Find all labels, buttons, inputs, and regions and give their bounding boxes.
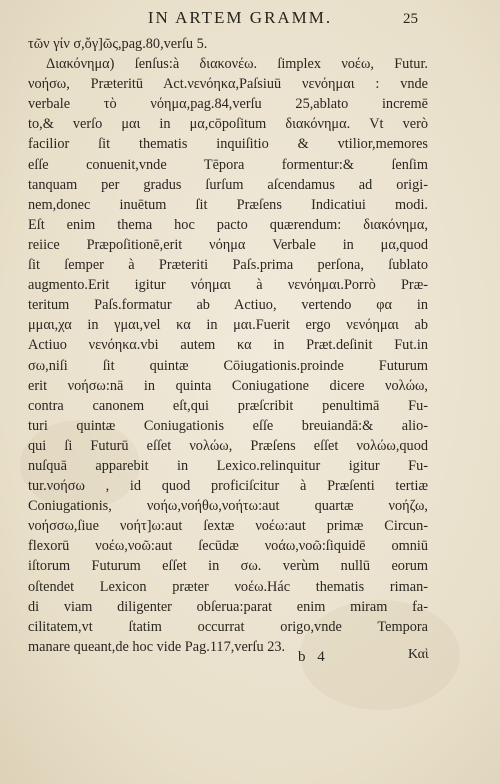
text-line: Actiuo νενόηκα.vbi autem κα in Præt.deſinit Fut.in	[28, 337, 428, 354]
text-line: Eſt enim thema hoc pacto quærendum: διακόνημα,	[28, 216, 428, 233]
text-line: facilior ſit thematis inquiſitio & vtilior,memores	[28, 136, 428, 153]
text-line: Coniugationis, νοήω,νοήθω,νοήτω:aut quartæ νοήζω,	[28, 498, 428, 515]
text-line: Διακόνημα) ſenſus:à διακονέω. ſimplex νοέω, Futur.	[46, 56, 428, 73]
text-line: teritum Paſs.formatur ab Actiuo, vertendo φα in	[28, 297, 428, 314]
text-line: manare queant,de hoc vide Pag.117,verſu 23.	[28, 638, 286, 655]
text-line: νοήσσω,ſiue νοήτ]ω:aut ſextæ νοέω:aut primæ Circun-	[28, 518, 428, 535]
text-line: ſit ſemper à Præteriti Paſs.prima perſona, ſublato	[28, 257, 428, 274]
text-line: contra canonem eſt,qui præſcribit penultimā Fu-	[28, 397, 428, 414]
text-line: nem,donec inuētum ſit Præſens Indicatiui modi.	[28, 196, 428, 213]
text-line: di viam diligenter obſerua:parat enim miram fa-	[28, 598, 428, 615]
text-line: νοήσω, Præteritū Act.νενόηκα,Paſsiuū νενόημαι : vnde	[28, 76, 428, 93]
text-line: nuſquā apparebit in Lexico.relinquitur igitur Fu-	[28, 457, 428, 474]
text-line: σω,niſi ſit quintæ Cōiugationis.proinde Futurum	[28, 357, 428, 374]
text-line: flexorū νοέω,νοῶ:aut ſecūdæ νοάω,νοῶ:ſiquidē omniū	[28, 538, 428, 555]
running-title: IN ARTEM GRAMM.	[147, 8, 333, 27]
main-text-block	[28, 34, 428, 657]
text-line: qui ſi Futurū eſſet νολώω, Præſens eſſet νολώω,quod	[28, 437, 428, 454]
text-line: oſtendet Lexicon præter νοέω.Hác thematis riman-	[28, 578, 428, 595]
text-line: turi quintæ Coniugationis eſſe breuiandā:& alio-	[28, 417, 428, 434]
catchword: Καὶ	[408, 647, 429, 662]
text-line: erit νοήσω:nā in quinta Coniugatione dicere νολώω,	[28, 377, 428, 394]
text-line: eſſe conuenit,vnde Tēpora formentur:& ſenſim	[28, 156, 428, 173]
text-line: augmento.Erit igitur νόημαι à νενόημαι.Porrò Præ-	[28, 277, 428, 294]
text-line: cilitatem,vt ſtatim occurrat origo,vnde Tempora	[28, 618, 428, 635]
text-line: tanquam per gradus ſurſum aſcendamus ad origi-	[28, 176, 428, 193]
text-line: to,& verſo μαι in μα,cōpoſitum διακόνημα. Vt verò	[28, 116, 428, 133]
text-line: iſtorum Futurum eſſet in σω. verùm nullū eorum	[28, 558, 428, 575]
text-line: tur.νοήσω , id quod proficiſcitur à Præſenti tertiæ	[28, 478, 428, 495]
page-number: 25	[403, 11, 418, 27]
text-line: reiice Præpoſitionē,erit νόημα Verbale in μα,quod	[28, 236, 428, 253]
text-line: verbale τὸ νόημα,pag.84,verſu 25,ablato incremē	[28, 96, 428, 113]
text-line: τῶν γίν σ,ὄγ]ῶς,pag.80,verſu 5.	[28, 36, 208, 52]
text-line: μμαι,χα in γμαι,vel κα in μαι.Fuerit ergo νενόημαι ab	[28, 317, 428, 334]
signature-mark: b 4	[298, 649, 329, 665]
